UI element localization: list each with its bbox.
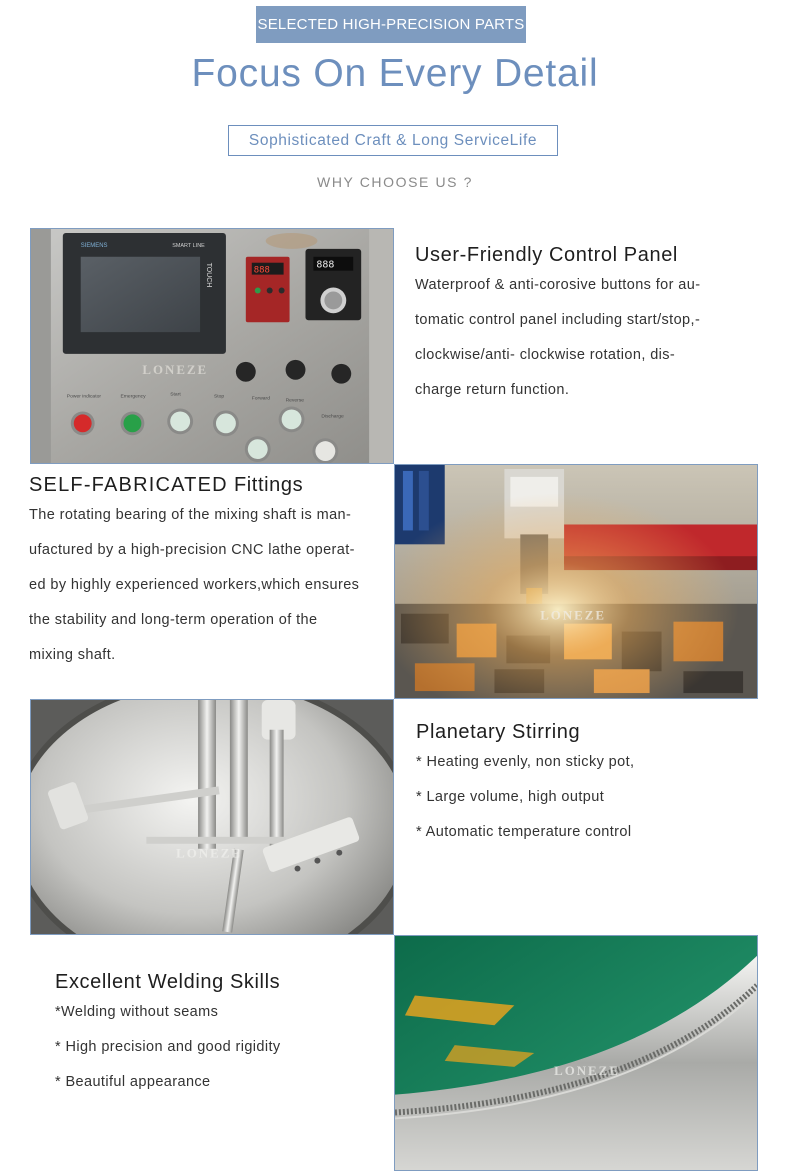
welding-bullet: * High precision and good rigidity [55, 1039, 281, 1055]
fittings-title [29, 474, 359, 497]
fittings-line: mixing shaft. [29, 647, 116, 663]
control-panel-line: charge return function. [415, 382, 570, 398]
page-subtitle-box: Sophisticated Craft & Long ServiceLife [228, 125, 558, 156]
stop-label: Stop [213, 394, 225, 400]
forward-label: Forward [251, 396, 270, 402]
touch-label-text: TOUCH [205, 262, 213, 288]
fittings-line: ed by highly experienced workers,which ensures [29, 577, 360, 593]
control-panel-line: tomatic control panel including start/stop,- [415, 312, 701, 328]
fittings-title-strong: SELF-FABRICATED [29, 474, 228, 496]
welding-bullet: * Beautiful appearance [55, 1074, 211, 1090]
control-panel-line: Waterproof & anti-corosive buttons for au- [415, 277, 701, 293]
discharge-label: Discharge [321, 414, 344, 420]
fittings-line: the stability and long-term operation of the [29, 612, 318, 628]
fittings-line: ufactured by a high-precision CNC lathe operat- [29, 542, 355, 558]
page-title: Focus On Every Detail [191, 52, 599, 95]
control-panel-photo [30, 228, 394, 464]
watermark-text: LONEZE [554, 1063, 620, 1078]
section-tag: SELECTED HIGH-PRECISION PARTS [256, 6, 526, 43]
fittings-text [29, 474, 359, 673]
control-panel-text [415, 244, 700, 408]
welding-title: Excellent Welding Skills [55, 971, 281, 993]
power-indicator-label: Power indicator [66, 394, 101, 400]
planetary-stirring-title: Planetary Stirring [416, 721, 581, 743]
reverse-label: Reverse [285, 398, 305, 404]
control-panel-line: clockwise/anti- clockwise rotation, dis- [415, 347, 676, 363]
why-choose-us-label: WHY CHOOSE US ? [317, 174, 473, 190]
right-display-text: 888 [316, 259, 335, 271]
start-label: Start [170, 392, 181, 398]
welding-bullet: *Welding without seams [55, 1004, 219, 1020]
left-display-text: 888 [253, 265, 270, 276]
planetary-stirring-bullet: * Automatic temperature control [416, 824, 632, 840]
watermark-text: LONEZE [540, 608, 606, 623]
fittings-line: The rotating bearing of the mixing shaft is man- [29, 507, 352, 523]
watermark-text: LONEZE [142, 362, 209, 377]
control-panel-title: User-Friendly Control Panel [415, 244, 678, 266]
planetary-stirrer-photo [30, 699, 394, 935]
welding-seam-photo [394, 935, 758, 1171]
laser-cutting-photo [394, 464, 758, 699]
planetary-stirring-bullet: * Heating evenly, non sticky pot, [416, 754, 635, 770]
watermark-text: LONEZE [176, 846, 242, 861]
screen-brand-text: SIEMENS [80, 242, 108, 249]
emergency-label: Emergency [120, 394, 146, 400]
planetary-stirring-text [416, 721, 634, 850]
screen-model-text: SMART LINE [172, 242, 205, 249]
planetary-stirring-bullet: * Large volume, high output [416, 789, 605, 805]
welding-text [55, 971, 281, 1100]
fittings-title-rest: Fittings [227, 474, 304, 496]
